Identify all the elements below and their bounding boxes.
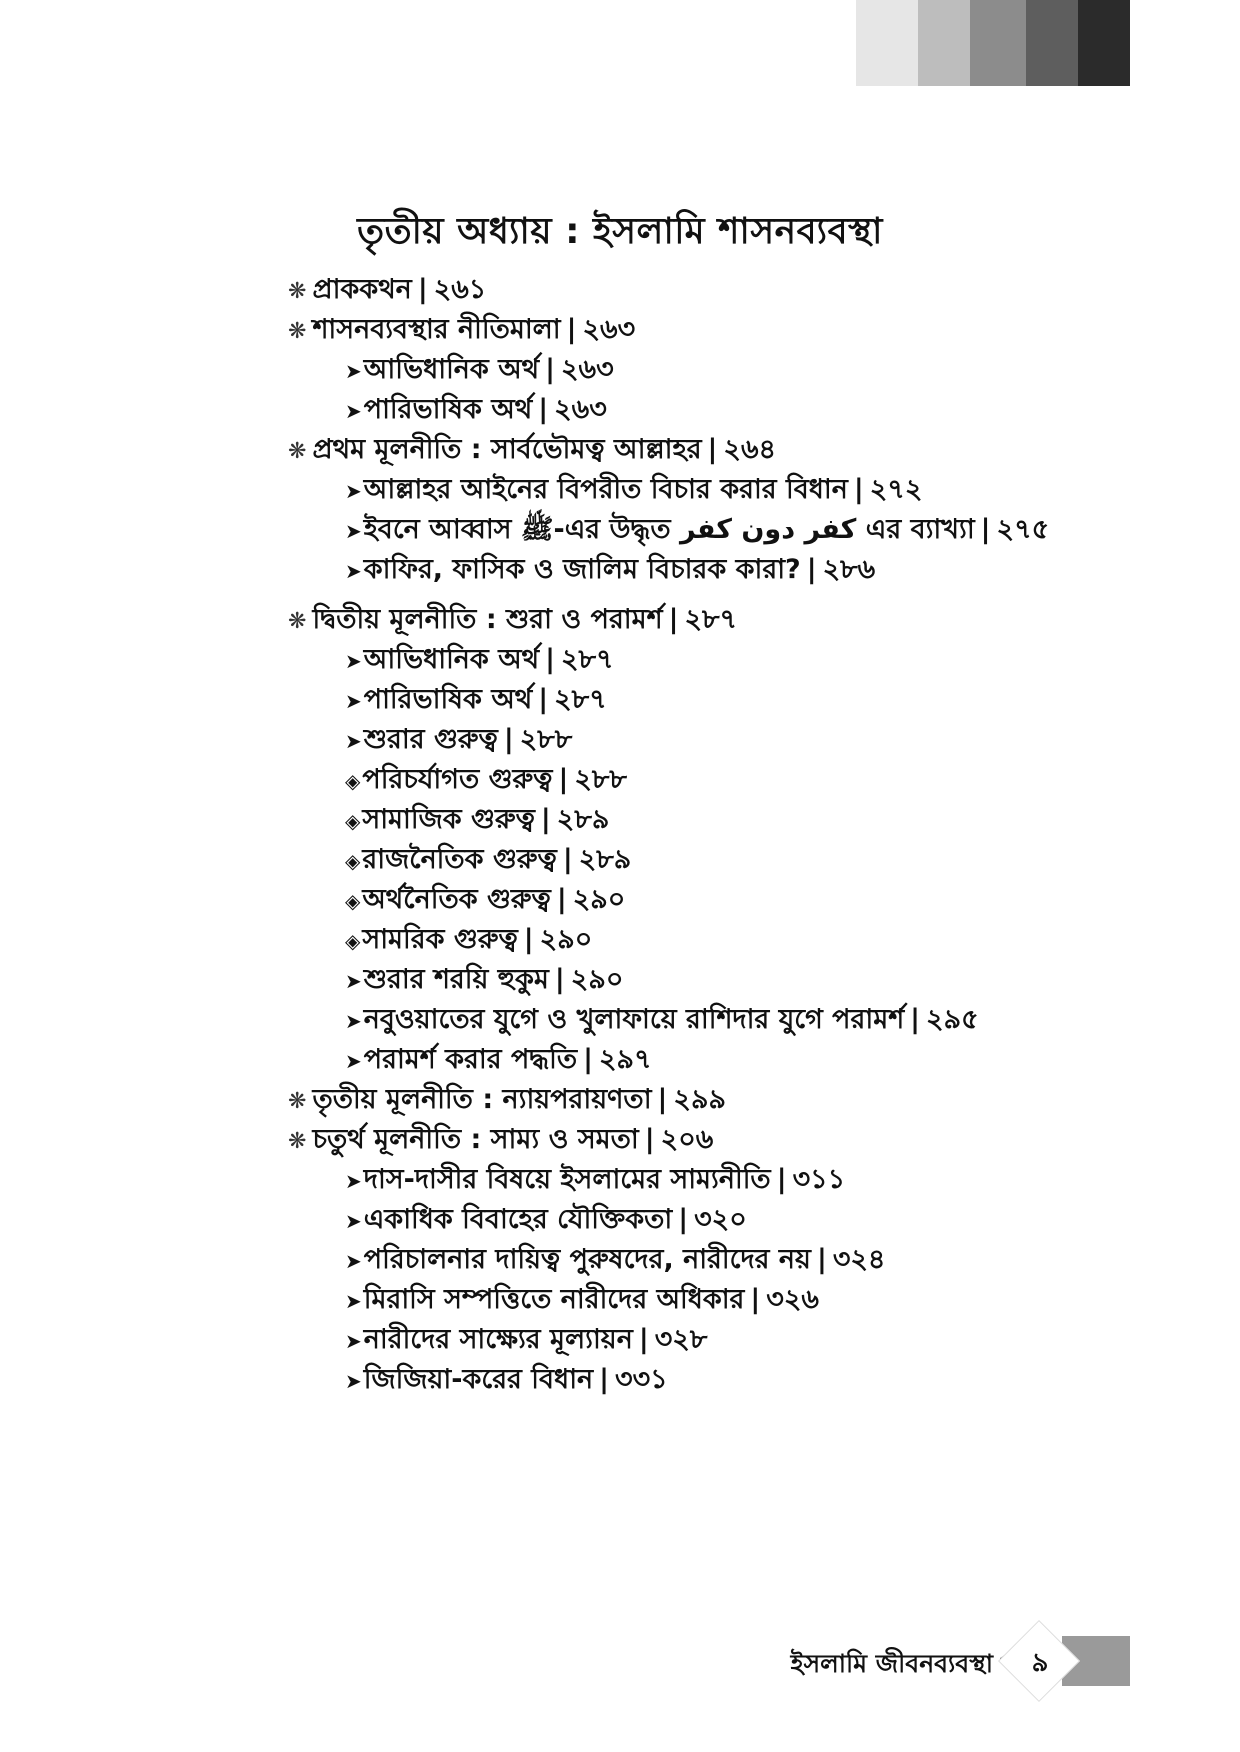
toc-page-number: ২৯০ bbox=[539, 924, 593, 955]
arrow-bullet-icon: ➤ bbox=[345, 399, 362, 423]
arrow-bullet-icon: ➤ bbox=[345, 1289, 362, 1313]
toc-page-number: ৩২৮ bbox=[654, 1324, 708, 1355]
toc-entry bbox=[345, 472, 922, 509]
toc-entry-text: পরামর্শ করার পদ্ধতি bbox=[363, 1044, 578, 1075]
toc-entry bbox=[345, 512, 1049, 549]
arrow-bullet-icon: ➤ bbox=[345, 649, 362, 673]
toc-separator: | bbox=[558, 764, 569, 795]
toc-entry bbox=[345, 882, 625, 919]
toc-page-number: ৩৩১ bbox=[615, 1364, 668, 1395]
toc-page-number: ২৯০ bbox=[570, 964, 624, 995]
toc-entry bbox=[345, 1362, 668, 1399]
toc-separator: | bbox=[853, 474, 864, 505]
toc-separator: | bbox=[545, 354, 555, 385]
toc-entry bbox=[288, 312, 635, 350]
toc-page-number: ৩২৬ bbox=[766, 1284, 819, 1315]
toc-page-number: ২৯৯ bbox=[673, 1084, 727, 1115]
toc-separator: | bbox=[707, 434, 718, 465]
toc-page-number: ২৬১ bbox=[433, 274, 487, 305]
toc-entry bbox=[288, 432, 776, 470]
toc-entry-text: রাজনৈতিক গুরুত্ব bbox=[362, 844, 557, 875]
toc-entry bbox=[345, 392, 607, 429]
arrow-bullet-icon: ➤ bbox=[345, 1249, 362, 1273]
toc-separator: | bbox=[668, 604, 679, 635]
toc-entry bbox=[345, 1202, 747, 1239]
toc-entry-text: পরিচালনার দায়িত্ব পুরুষদের, নারীদের নয় bbox=[363, 1244, 811, 1275]
toc-separator: | bbox=[750, 1284, 761, 1315]
toc-page-number: ২০৬ bbox=[660, 1124, 714, 1155]
toc-entry-text: নারীদের সাক্ষ্যের মূল্যায়ন bbox=[363, 1324, 633, 1355]
toc-entry-text: ইবনে আব্বাস ﷺ-এর উদ্ধৃত كفر دون كفر এর ব্যাখ্যা bbox=[363, 514, 975, 545]
stripe-4 bbox=[1026, 0, 1078, 86]
toc-entry-text: পারিভাষিক অর্থ bbox=[363, 684, 533, 715]
toc-page-number: ২৮৮ bbox=[519, 724, 573, 755]
toc-entry bbox=[345, 962, 623, 999]
footer-book-title: ইসলামি জীবনব্যবস্থা bbox=[790, 1649, 993, 1678]
toc-page-number: ২৮৬ bbox=[822, 554, 876, 585]
toc-entry-text: শুরার গুরুত্ব bbox=[363, 724, 498, 755]
arrow-bullet-icon: ➤ bbox=[345, 519, 362, 543]
toc-page-number: ২৬৩ bbox=[582, 314, 636, 345]
toc-page-number: ২৮৭ bbox=[684, 604, 738, 635]
toc-entry-text: প্রথম মূলনীতি : সার্বভৌমত্ব আল্লাহর bbox=[312, 434, 702, 465]
toc-separator: | bbox=[816, 1244, 827, 1275]
toc-separator: | bbox=[538, 684, 549, 715]
toc-page-number: ২৮৮ bbox=[574, 764, 627, 795]
toc-entry-text: আভিধানিক অর্থ bbox=[363, 354, 540, 385]
bullet-star-icon: ❋ bbox=[288, 1129, 307, 1154]
header-stripe-bar bbox=[856, 0, 1130, 86]
stripe-1 bbox=[856, 0, 918, 86]
toc-separator: | bbox=[583, 1044, 593, 1075]
toc-separator: | bbox=[657, 1084, 668, 1115]
toc-page-number: ৩১১ bbox=[792, 1164, 846, 1195]
toc-entry bbox=[345, 922, 592, 959]
toc-separator: | bbox=[523, 924, 534, 955]
arrow-bullet-icon: ➤ bbox=[345, 1009, 362, 1033]
arrow-bullet-icon: ➤ bbox=[345, 1209, 362, 1233]
toc-entry-text: সামরিক গুরুত্ব bbox=[362, 924, 518, 955]
toc-entry-text: প্রাককথন bbox=[312, 274, 412, 305]
toc-entry-text: তৃতীয় মূলনীতি : ন্যায়পরায়ণতা bbox=[312, 1084, 652, 1115]
toc-separator: | bbox=[503, 724, 514, 755]
toc-entry-text: পরিচর্যাগত গুরুত্ব bbox=[362, 764, 553, 795]
toc-entry bbox=[288, 602, 737, 640]
toc-separator: | bbox=[538, 394, 549, 425]
toc-entry bbox=[345, 1162, 845, 1199]
toc-page-number: ২৯৭ bbox=[598, 1044, 652, 1075]
stripe-3 bbox=[970, 0, 1026, 86]
toc-page-number: ২৮৯ bbox=[556, 804, 610, 835]
toc-separator: | bbox=[806, 554, 817, 585]
diamond-bullet-icon: ◈ bbox=[345, 849, 361, 873]
arrow-bullet-icon: ➤ bbox=[345, 359, 362, 383]
toc-page-number: ২৯৫ bbox=[926, 1004, 979, 1035]
toc-entry bbox=[345, 722, 572, 759]
toc-entry bbox=[345, 552, 875, 589]
page-footer bbox=[0, 1626, 1240, 1706]
arrow-bullet-icon: ➤ bbox=[345, 1169, 362, 1193]
toc-page-number: ৩২০ bbox=[694, 1204, 747, 1235]
toc-separator: | bbox=[545, 644, 555, 675]
toc-entry bbox=[288, 1082, 726, 1120]
toc-entry bbox=[345, 1282, 819, 1319]
toc-entry bbox=[288, 272, 486, 310]
toc-page-number: ৩২৪ bbox=[832, 1244, 886, 1275]
toc-entry-text: শাসনব্যবস্থার নীতিমালা bbox=[312, 314, 561, 345]
toc-separator: | bbox=[562, 844, 573, 875]
toc-separator: | bbox=[417, 274, 428, 305]
arrow-bullet-icon: ➤ bbox=[345, 1329, 362, 1353]
toc-page-number: ২৬৪ bbox=[723, 434, 777, 465]
diamond-bullet-icon: ◈ bbox=[345, 809, 361, 833]
diamond-bullet-icon: ◈ bbox=[345, 889, 361, 913]
toc-entry-text: সামাজিক গুরুত্ব bbox=[362, 804, 535, 835]
toc-entry-text: মিরাসি সম্পত্তিতে নারীদের অধিকার bbox=[363, 1284, 745, 1315]
toc-entry-text: আল্লাহর আইনের বিপরীত বিচার করার বিধান bbox=[363, 474, 848, 505]
arrow-bullet-icon: ➤ bbox=[345, 479, 362, 503]
toc-entry bbox=[345, 842, 631, 879]
toc-separator: | bbox=[638, 1324, 649, 1355]
arrow-bullet-icon: ➤ bbox=[345, 969, 362, 993]
toc-page-number: ২৬৩ bbox=[554, 394, 607, 425]
arrow-bullet-icon: ➤ bbox=[345, 729, 362, 753]
toc-separator: | bbox=[678, 1204, 689, 1235]
toc-entry-text: কাফির, ফাসিক ও জালিম বিচারক কারা? bbox=[363, 554, 801, 585]
chapter-title: তৃতীয় অধ্যায় : ইসলামি শাসনব্যবস্থা bbox=[357, 211, 883, 252]
toc-entry-text: দ্বিতীয় মূলনীতি : শুরা ও পরামর্শ bbox=[312, 604, 663, 635]
toc-page-number: ২৮৭ bbox=[554, 684, 607, 715]
bullet-star-icon: ❋ bbox=[288, 319, 307, 344]
toc-page-number: ২৮৭ bbox=[560, 644, 614, 675]
arrow-bullet-icon: ➤ bbox=[345, 1049, 362, 1073]
toc-page-number: ২৭২ bbox=[869, 474, 923, 505]
toc-entry bbox=[345, 642, 614, 679]
diamond-bullet-icon: ◈ bbox=[345, 929, 361, 953]
toc-separator: | bbox=[540, 804, 551, 835]
toc-separator: | bbox=[644, 1124, 655, 1155]
toc-entry-text: আভিধানিক অর্থ bbox=[363, 644, 540, 675]
toc-entry-text: দাস-দাসীর বিষয়ে ইসলামের সাম্যনীতি bbox=[363, 1164, 771, 1195]
page-number: ৯ bbox=[1031, 1648, 1049, 1678]
arrow-bullet-icon: ➤ bbox=[345, 689, 362, 713]
toc-separator: | bbox=[980, 514, 991, 545]
toc-separator: | bbox=[599, 1364, 610, 1395]
toc-separator: | bbox=[554, 964, 565, 995]
toc-separator: | bbox=[910, 1004, 921, 1035]
toc-entry bbox=[345, 1002, 979, 1039]
stripe-5 bbox=[1078, 0, 1130, 86]
bullet-star-icon: ❋ bbox=[288, 1089, 307, 1114]
toc-page-number: ২৭৫ bbox=[996, 514, 1050, 545]
toc-entry bbox=[345, 352, 614, 389]
toc-page-number: ২৬৩ bbox=[560, 354, 614, 385]
arrow-bullet-icon: ➤ bbox=[345, 1369, 362, 1393]
toc-page-number: ২৮৯ bbox=[578, 844, 632, 875]
toc-entry bbox=[345, 682, 607, 719]
toc-separator: | bbox=[776, 1164, 787, 1195]
toc-entry-text: চতুর্থ মূলনীতি : সাম্য ও সমতা bbox=[312, 1124, 639, 1155]
diamond-bullet-icon: ◈ bbox=[345, 769, 361, 793]
toc-page-number: ২৯০ bbox=[572, 884, 626, 915]
toc-entry bbox=[345, 1042, 652, 1079]
toc-entry-text: নবুওয়াতের যুগে ও খুলাফায়ে রাশিদার যুগে পরামর্শ bbox=[363, 1004, 905, 1035]
toc-separator: | bbox=[566, 314, 577, 345]
bullet-star-icon: ❋ bbox=[288, 439, 307, 464]
toc-entry bbox=[345, 762, 627, 799]
toc-entry bbox=[345, 1242, 885, 1279]
toc-separator: | bbox=[556, 884, 567, 915]
toc-entry-text: অর্থনৈতিক গুরুত্ব bbox=[362, 884, 551, 915]
bullet-star-icon: ❋ bbox=[288, 609, 307, 634]
toc-entry bbox=[345, 802, 609, 839]
arrow-bullet-icon: ➤ bbox=[345, 559, 362, 583]
bullet-star-icon: ❋ bbox=[288, 279, 307, 304]
toc-entry-text: জিজিয়া-করের বিধান bbox=[363, 1364, 594, 1395]
toc-entry-text: একাধিক বিবাহের যৌক্তিকতা bbox=[363, 1204, 673, 1235]
toc-entry-text: শুরার শরয়ি হুকুম bbox=[363, 964, 549, 995]
stripe-2 bbox=[918, 0, 970, 86]
toc-entry bbox=[288, 1122, 713, 1160]
toc-entry-text: পারিভাষিক অর্থ bbox=[363, 394, 533, 425]
toc-entry bbox=[345, 1322, 707, 1359]
